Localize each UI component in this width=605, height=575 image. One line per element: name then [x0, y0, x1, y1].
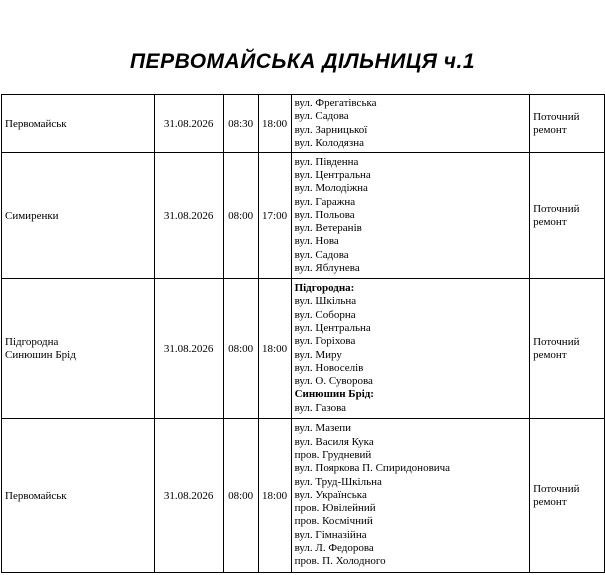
- street-line: вул. Зарницької: [294, 123, 368, 136]
- streets-cell: [291, 153, 530, 279]
- date-cell: 31.08.2026: [154, 95, 223, 153]
- street-line: вул. Мазепи: [294, 422, 352, 435]
- time-to-cell: 18:00: [258, 95, 291, 153]
- note-text: Поточний ремонт: [533, 335, 580, 361]
- street-line: пров. Космічний: [294, 515, 373, 528]
- street-line: вул. Л. Федорова: [294, 542, 374, 555]
- date-cell: 31.08.2026: [154, 279, 223, 419]
- time-to-cell: 17:00: [258, 153, 291, 279]
- locality-cell: Первомайськ: [2, 419, 155, 573]
- street-line: вул. Молодіжна: [294, 182, 368, 195]
- note-cell: [530, 419, 605, 573]
- street-line: вул. Труд-Шкільна: [294, 475, 382, 488]
- street-line: вул. Південна: [294, 155, 359, 168]
- street-line: вул. Польова: [294, 208, 355, 221]
- street-line: пров. Ювілейний: [294, 502, 376, 515]
- street-line: вул. Центральна: [294, 168, 371, 181]
- streets-cell: [291, 95, 530, 153]
- street-line: вул. О. Суворова: [294, 375, 373, 388]
- street-line: вул. Василя Кука: [294, 435, 374, 448]
- locality-cell: [2, 279, 155, 419]
- street-line: вул. Газова: [294, 401, 347, 414]
- street-line: вул. Нова: [294, 235, 339, 248]
- locality-cell: Симиренки: [2, 153, 155, 279]
- street-line: вул. Гімназійна: [294, 528, 367, 541]
- time-from-cell: 08:00: [223, 279, 258, 419]
- street-line: вул. Українська: [294, 488, 367, 501]
- street-line: вул. Колодязна: [294, 136, 364, 149]
- street-line: пров. П. Холодного: [294, 555, 386, 568]
- locality-line: Підгородна Синюшин Брід: [5, 335, 76, 361]
- locality-cell: Первомайськ: [2, 95, 155, 153]
- streets-cell: [291, 279, 530, 419]
- street-line: вул. Миру: [294, 348, 342, 361]
- street-line: вул. Садова: [294, 248, 349, 261]
- street-line: вул. Центральна: [294, 321, 371, 334]
- note-text: Поточний ремонт: [533, 482, 580, 508]
- time-from-cell: 08:30: [223, 95, 258, 153]
- street-line: вул. Гаражна: [294, 195, 356, 208]
- street-line: вул. Пояркова П. Спиридоновича: [294, 462, 451, 475]
- street-line: вул. Шкільна: [294, 295, 357, 308]
- time-from-cell: 08:00: [223, 153, 258, 279]
- schedule-body: [2, 95, 605, 573]
- note-cell: [530, 95, 605, 153]
- village-heading: Підгородна:: [294, 282, 355, 295]
- date-cell: 31.08.2026: [154, 419, 223, 573]
- street-line: вул. Новоселів: [294, 361, 364, 374]
- page-title: ПЕРВОМАЙСЬКА ДІЛЬНИЦЯ ч.1: [129, 50, 476, 73]
- schedule-table: [1, 94, 605, 573]
- street-line: вул. Соборна: [294, 308, 356, 321]
- street-line: пров. Грудневий: [294, 448, 372, 461]
- street-line: вул. Яблунева: [294, 262, 360, 275]
- note-cell: [530, 279, 605, 419]
- table-row: [2, 95, 605, 153]
- streets-cell: [291, 419, 530, 573]
- street-line: вул. Ветеранів: [294, 222, 362, 235]
- table-row: [2, 153, 605, 279]
- table-row: [2, 419, 605, 573]
- date-cell: 31.08.2026: [154, 153, 223, 279]
- time-to-cell: 18:00: [258, 279, 291, 419]
- note-cell: [530, 153, 605, 279]
- street-line: вул. Фрегатівська: [294, 96, 377, 109]
- note-text: Поточний ремонт: [533, 202, 580, 228]
- table-row: [2, 279, 605, 419]
- note-text: Поточний ремонт: [533, 110, 580, 136]
- time-to-cell: 18:00: [258, 419, 291, 573]
- time-from-cell: 08:00: [223, 419, 258, 573]
- village-heading: Синюшин Брід:: [294, 388, 374, 401]
- street-line: вул. Горіхова: [294, 335, 356, 348]
- street-line: вул. Садова: [294, 110, 349, 123]
